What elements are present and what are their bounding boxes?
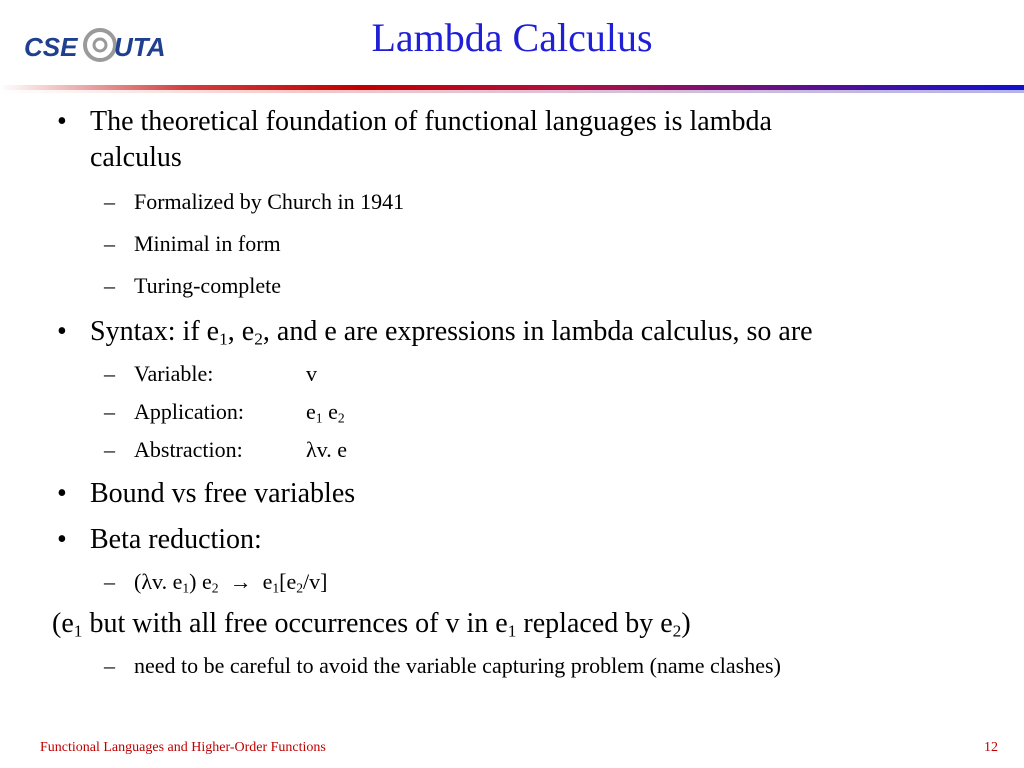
arrow-icon: → [218,569,263,594]
bullet-foundation-line2: calculus [90,142,182,173]
dash-marker: – [104,399,115,424]
application-label: Application: [134,399,244,424]
dash-marker: – [104,231,115,256]
dash-marker: – [104,189,115,214]
dash-marker: – [104,437,115,462]
slide-title: Lambda Calculus [371,15,653,60]
logo-text-left: CSE [24,32,78,62]
sub-bullet-church-text: Formalized by Church in 1941 [134,189,405,214]
abstraction-value: λv. e [306,437,348,462]
footer-title: Functional Languages and Higher-Order Functions [40,740,326,755]
dash-marker: – [104,361,115,386]
dash-marker: – [104,569,115,594]
bullet-marker: • [57,478,67,509]
bullet-marker: • [57,524,67,555]
abstraction-label: Abstraction: [134,437,243,462]
logo-text-right: UTA [114,32,166,62]
sub-bullet-turing-text: Turing-complete [134,273,282,298]
sub-bullet-minimal-text: Minimal in form [134,231,281,256]
bullet-bound-free-text: Bound vs free variables [90,478,356,509]
variable-value: v [306,361,317,386]
dash-marker: – [104,653,115,678]
bullet-beta-text: Beta reduction: [90,524,262,555]
application-value: $e_1$ $e_2$ [306,399,345,426]
bullet-marker: • [57,316,67,347]
bullet-foundation-line1: The theoretical foundation of functional languages is lambda [90,106,772,137]
variable-label: Variable: [134,361,214,386]
bullet-syntax-text: Syntax: if $e_1$, $e_2$, and e are expressions in lambda calculus, so are [90,316,813,349]
capture-note-text: need to be careful to avoid the variable capturing problem (name clashes) [134,653,781,678]
beta-rule-text: (λv. $e_1$) $e_2 \to e_1[e_2/v]$ [134,569,328,596]
dash-marker: – [104,273,115,298]
beta-explanation: ($e_1$ but with all free occurrences of v in $e_1$ replaced by $e_2$) [52,608,691,641]
page-number: 12 [984,740,998,755]
bullet-marker: • [57,106,67,137]
